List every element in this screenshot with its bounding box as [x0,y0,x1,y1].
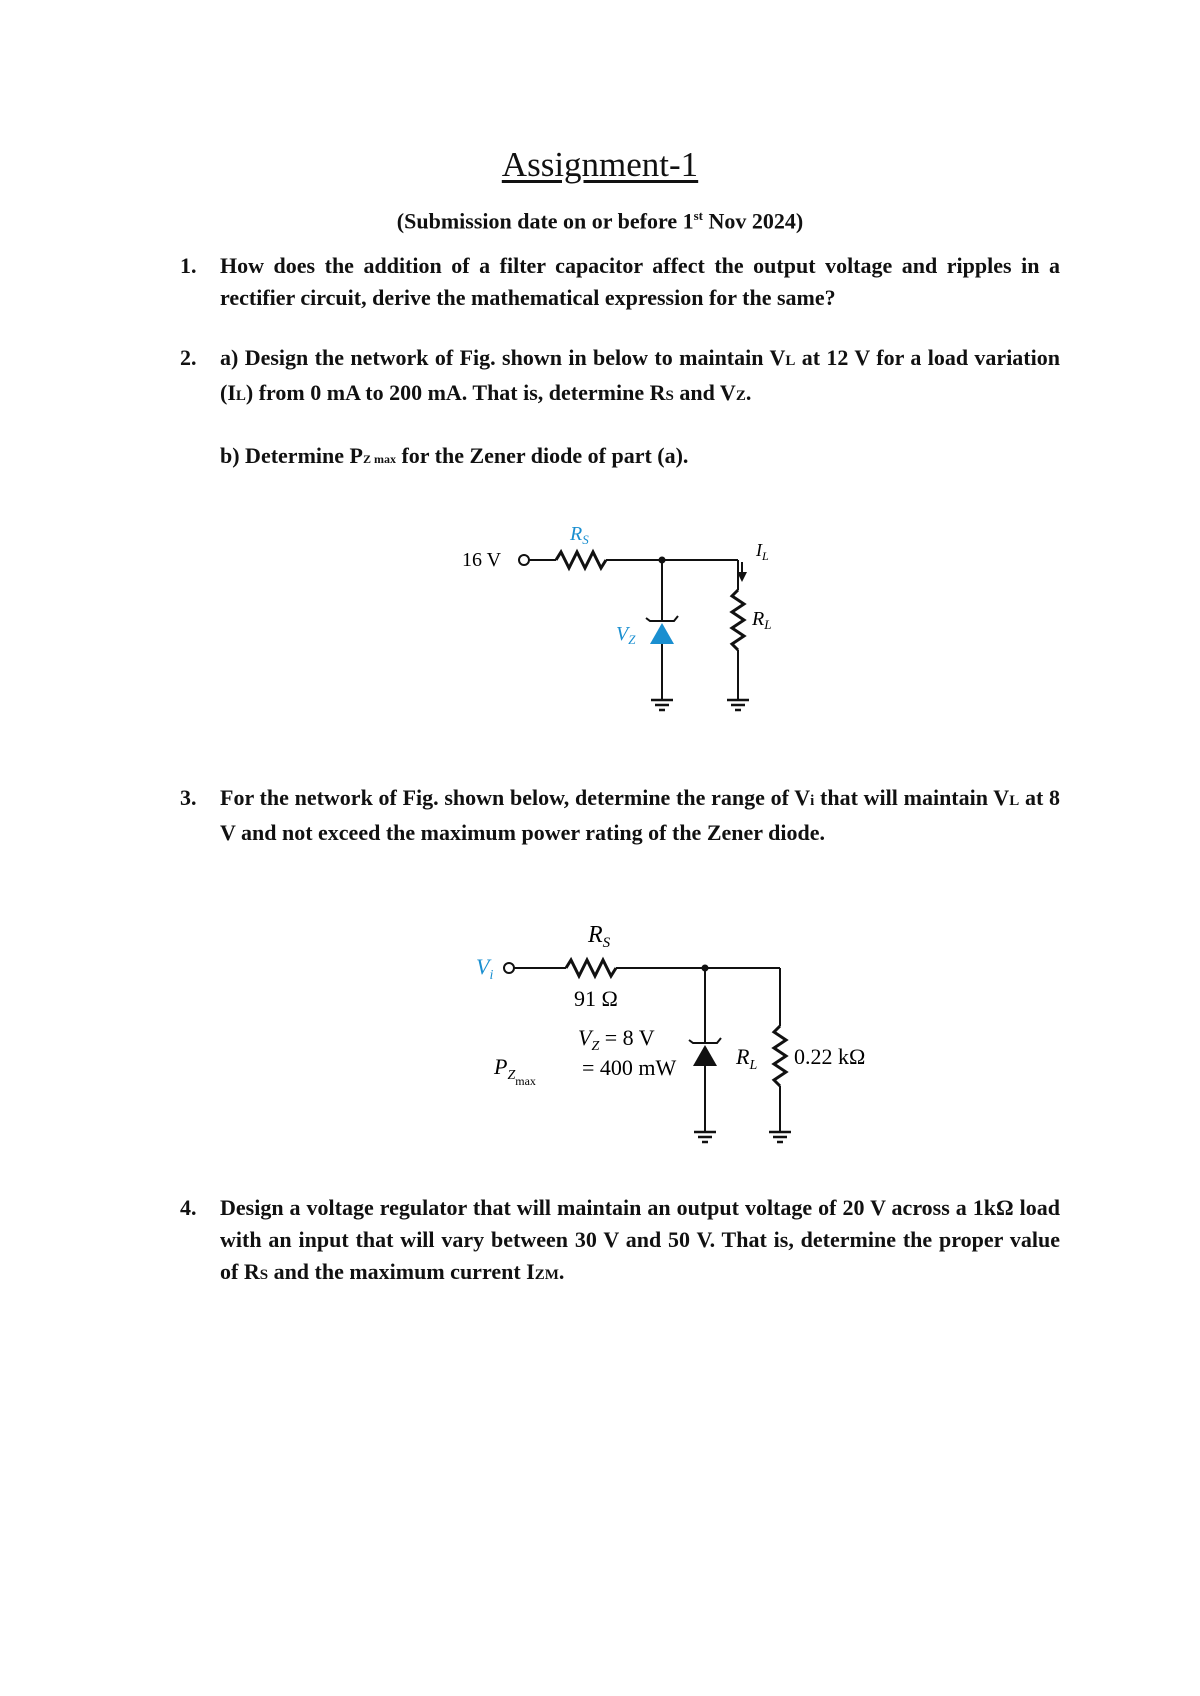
question-2 [180,342,1060,475]
rs-label: $R_S$ [570,523,589,547]
text-segment: . [745,380,752,405]
question-number: 3. [180,785,197,810]
source-voltage-label: 16 V [462,549,502,571]
question-text [220,1192,1060,1291]
text-segment: that will maintain V [814,785,1010,810]
rl-label: $R_L$ [736,1044,758,1073]
il-label: $I_L$ [756,540,769,563]
question-number: 2. [180,345,197,370]
text-segment: at 8 V and not exceed the maximum power rating of the Zener diode. [220,785,1061,845]
load-resistor [774,1026,786,1086]
vz-label: $V_Z = 8$ V [578,1025,655,1054]
text-segment: ) from 0 mA to 200 mA. That is, determine R [245,380,666,405]
subscript: L [235,388,246,404]
pz-value: = 400 mW [582,1055,677,1080]
submission-date-suffix: Nov 2024) [703,208,804,234]
text-segment: . [558,1259,565,1284]
text-segment: and the maximum current I [268,1259,535,1284]
subscript: Z max [362,452,396,466]
question-number: 4. [180,1195,197,1220]
subscript: S [665,388,674,404]
subscript: S [259,1267,269,1283]
question-4 [180,1192,1060,1291]
question-3 [180,782,1060,849]
zener-diode-icon [650,623,674,644]
question-part-a [220,342,1060,412]
vz-label: $V_Z$ [616,623,636,647]
page-title: Assignment-1 [501,145,699,184]
text-segment: b) Determine P [220,443,363,468]
submission-date-ordinal: st [693,208,703,223]
input-terminal [519,555,529,565]
figure-2-zener-circuit [460,910,920,1160]
figure-1-zener-circuit [440,520,820,760]
submission-date [0,208,1200,234]
question-part-b [220,440,1060,475]
text-segment: for the Zener diode of part (a). [395,443,689,468]
text-segment: a) Design the network of Fig. shown in below to maintain V [220,345,786,370]
series-resistor [556,552,606,568]
question-number: 1. [180,253,197,278]
question-1 [180,250,1060,314]
subscript: ZM [534,1267,559,1283]
pz-label: $P_{Zmax}$ [494,1054,536,1088]
subscript: Z [735,388,746,404]
text-segment: at 12 V for a load variation (I [220,345,1060,405]
question-text: How does the addition of a filter capacitor affect the output voltage and ripples in a rectifier circuit, derive the mathematical expression for the same? [220,253,1060,310]
rl-label: $R_L$ [752,608,772,632]
submission-date-prefix: (Submission date on or before 1 [396,208,694,234]
vi-label: $V_i$ [476,954,494,983]
series-resistor [566,960,616,976]
subscript: L [1009,793,1020,809]
input-terminal [504,963,514,973]
rs-value: 91 Ω [574,986,618,1011]
load-resistor [732,590,744,650]
rl-value: 0.22 kΩ [794,1044,866,1069]
question-text [220,782,1060,849]
subscript: i [810,793,815,809]
text-segment: and V [673,380,736,405]
zener-diode-icon [693,1045,717,1066]
text-segment: For the network of Fig. shown below, determine the range of V [220,785,811,810]
rs-label: $R_S$ [588,922,611,951]
subscript: L [785,353,796,369]
text-segment: Design a voltage regulator that will maintain an output voltage of 20 V across a 1kΩ load with an input that will vary between 30 V and 50 V. That is, determine the proper value of R [220,1195,1060,1284]
